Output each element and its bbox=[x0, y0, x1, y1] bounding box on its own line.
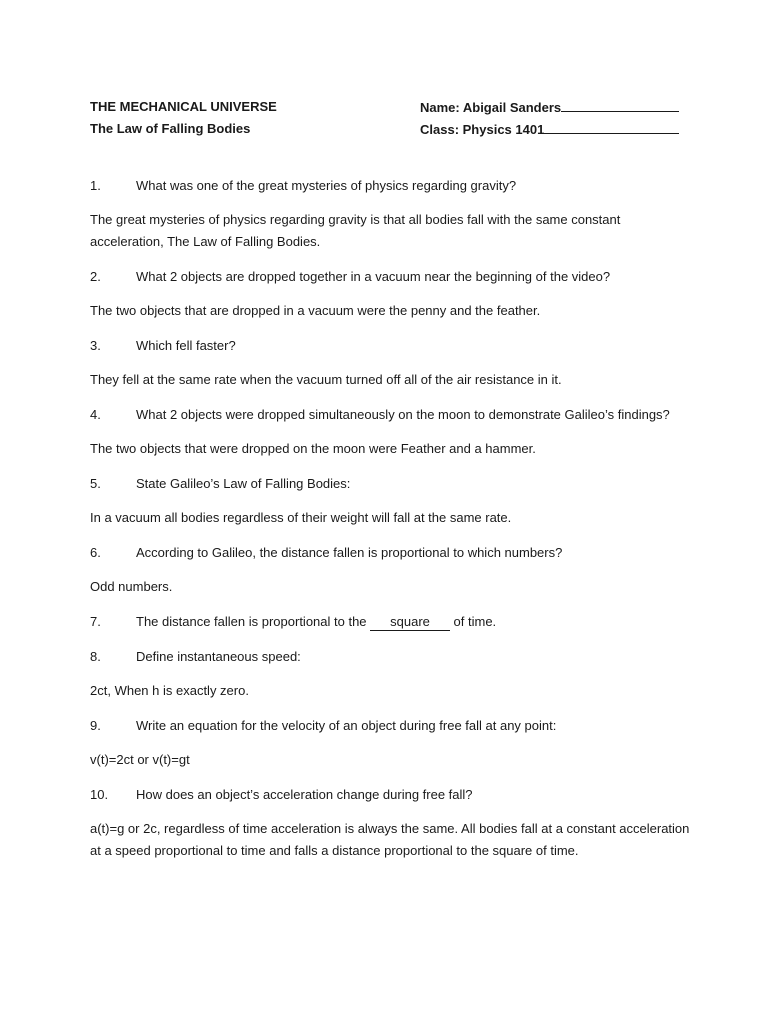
question-9 bbox=[90, 715, 690, 737]
question-7 bbox=[90, 611, 690, 633]
question-3 bbox=[90, 335, 690, 357]
question-number: 9. bbox=[90, 718, 101, 733]
question-text: What 2 objects were dropped simultaneously on the moon to demonstrate Galileo’s findings? bbox=[136, 407, 670, 422]
question-number: 6. bbox=[90, 545, 101, 560]
question-1 bbox=[90, 175, 690, 197]
question-8 bbox=[90, 646, 690, 668]
answer-8: 2ct, When h is exactly zero. bbox=[90, 683, 249, 698]
worksheet bbox=[90, 96, 690, 862]
question-text: Which fell faster? bbox=[136, 338, 236, 353]
question-10 bbox=[90, 784, 690, 806]
answer-1: The great mysteries of physics regarding gravity is that all bodies fall with the same constant acceleration, The Law of Falling Bodies. bbox=[90, 212, 621, 249]
class-underline bbox=[544, 118, 679, 134]
name-field bbox=[420, 96, 690, 118]
question-5 bbox=[90, 473, 690, 495]
question-text bbox=[136, 611, 690, 633]
answer-3: They fell at the same rate when the vacuum turned off all of the air resistance in it. bbox=[90, 372, 562, 387]
question-text: What 2 objects are dropped together in a vacuum near the beginning of the video? bbox=[136, 269, 611, 284]
question-number: 2. bbox=[90, 269, 101, 284]
episode-title: The Law of Falling Bodies bbox=[90, 121, 251, 136]
fill-in-blank-answer: square bbox=[370, 614, 450, 631]
question-number: 8. bbox=[90, 649, 101, 664]
answer-5: In a vacuum all bodies regardless of their weight will fall at the same rate. bbox=[90, 510, 512, 525]
question-text: Define instantaneous speed: bbox=[136, 649, 301, 664]
question-text: State Galileo’s Law of Falling Bodies: bbox=[136, 476, 351, 491]
question-4 bbox=[90, 404, 690, 426]
question-2 bbox=[90, 266, 690, 288]
answer-9: v(t)=2ct or v(t)=gt bbox=[90, 752, 190, 767]
name-underline bbox=[561, 96, 679, 112]
class-label: Class: Physics 1401 bbox=[420, 122, 545, 137]
question-number: 4. bbox=[90, 407, 101, 422]
question-number: 3. bbox=[90, 338, 101, 353]
answer-6: Odd numbers. bbox=[90, 579, 173, 594]
question-list bbox=[90, 175, 690, 862]
question-number: 7. bbox=[90, 614, 101, 629]
name-label: Name: Abigail Sanders bbox=[420, 100, 562, 115]
question-6 bbox=[90, 542, 690, 564]
question-number: 5. bbox=[90, 476, 101, 491]
question-text: Write an equation for the velocity of an object during free fall at any point: bbox=[136, 718, 557, 733]
header-row-2 bbox=[90, 118, 690, 140]
header-row-1 bbox=[90, 96, 690, 118]
question-number: 10. bbox=[90, 787, 109, 802]
answer-4: The two objects that were dropped on the moon were Feather and a hammer. bbox=[90, 441, 536, 456]
question-text: What was one of the great mysteries of physics regarding gravity? bbox=[136, 178, 517, 193]
question-number: 1. bbox=[90, 178, 101, 193]
answer-10: a(t)=g or 2c, regardless of time acceleration is always the same. All bodies fall at a constant acceleration at a speed proportional to time and falls a distance proportional to the square of time. bbox=[90, 821, 690, 858]
question-text: According to Galileo, the distance fallen is proportional to which numbers? bbox=[136, 545, 563, 560]
answer-2: The two objects that are dropped in a vacuum were the penny and the feather. bbox=[90, 303, 541, 318]
question-text: How does an object’s acceleration change during free fall? bbox=[136, 787, 473, 802]
course-title: THE MECHANICAL UNIVERSE bbox=[90, 99, 277, 114]
question-text-before: The distance fallen is proportional to the bbox=[136, 614, 367, 629]
class-field bbox=[420, 118, 690, 140]
question-text-after: of time. bbox=[453, 614, 497, 629]
